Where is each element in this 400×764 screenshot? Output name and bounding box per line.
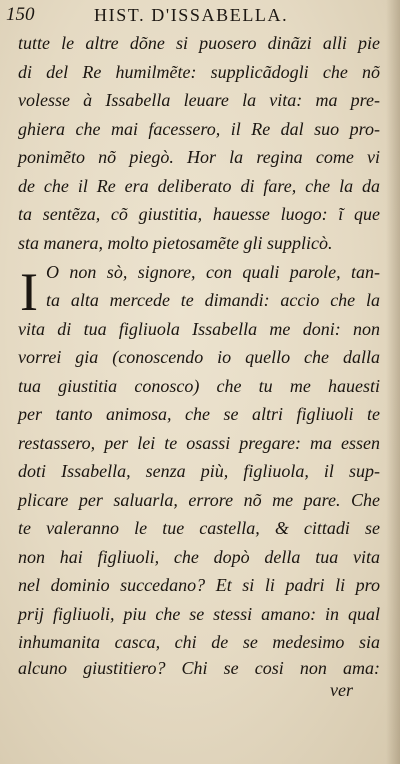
- text-line: alcuno giustitiero? Chi se cosi non ama:: [18, 658, 380, 678]
- text-line: sta manera, molto pietosamẽte gli supplicò.: [18, 233, 333, 253]
- page-number: 150: [6, 4, 35, 25]
- text-line: nel dominio succedano? Et si li padri li pro: [18, 575, 380, 595]
- text-line: tua giustitia conosco) che tu me hauesti: [18, 376, 380, 396]
- text-line: volesse à Issabella leuare la vita: ma pre-: [18, 90, 380, 110]
- text-line: O non sò, signore, con quali parole, tan-: [46, 262, 380, 282]
- catchword: ver: [330, 680, 353, 700]
- text-line: non hai figliuoli, che dopò della tua vita: [18, 547, 380, 567]
- text-line: vorrei gia (conoscendo io quello che dalla: [18, 347, 380, 367]
- text-line: inhumanita casca, chi de se medesimo sia: [18, 632, 380, 652]
- text-line: ghiera che mai facessero, il Re dal suo pro-: [18, 119, 380, 139]
- text-line: de che il Re era deliberato di fare, che la da: [18, 176, 380, 196]
- drop-cap-initial: I: [20, 262, 38, 322]
- running-title: HIST. D'ISSABELLA.: [94, 5, 289, 25]
- text-line: tutte le altre dõne si puosero dinãzi alli pie: [18, 33, 380, 53]
- text-line: plicare per saluarla, errore nõ me pare. Che: [18, 490, 380, 510]
- text-line: restassero, per lei te osassi pregare: ma essen: [18, 433, 380, 453]
- text-line: ta sentẽza, cõ giustitia, hauesse luogo: ĩ que: [18, 204, 380, 224]
- text-line: vita di tua figliuola Issabella me doni: non: [18, 319, 380, 339]
- text-line: prij figliuoli, piu che se stessi amano: in qual: [18, 604, 380, 624]
- text-line: te valeranno le tue castella, & cittadi se: [18, 518, 380, 538]
- text-line: ponimẽto nõ piegò. Hor la regina come vi: [18, 147, 380, 167]
- text-line: doti Issabella, senza più, figliuola, il sup-: [18, 461, 380, 481]
- text-line: ta alta mercede te dimandi: accio che la: [46, 290, 380, 310]
- text-line: per tanto animosa, che se altri figliuoli te: [18, 404, 380, 424]
- text-line: di del Re humilmẽte: supplicãdogli che nõ: [18, 62, 380, 82]
